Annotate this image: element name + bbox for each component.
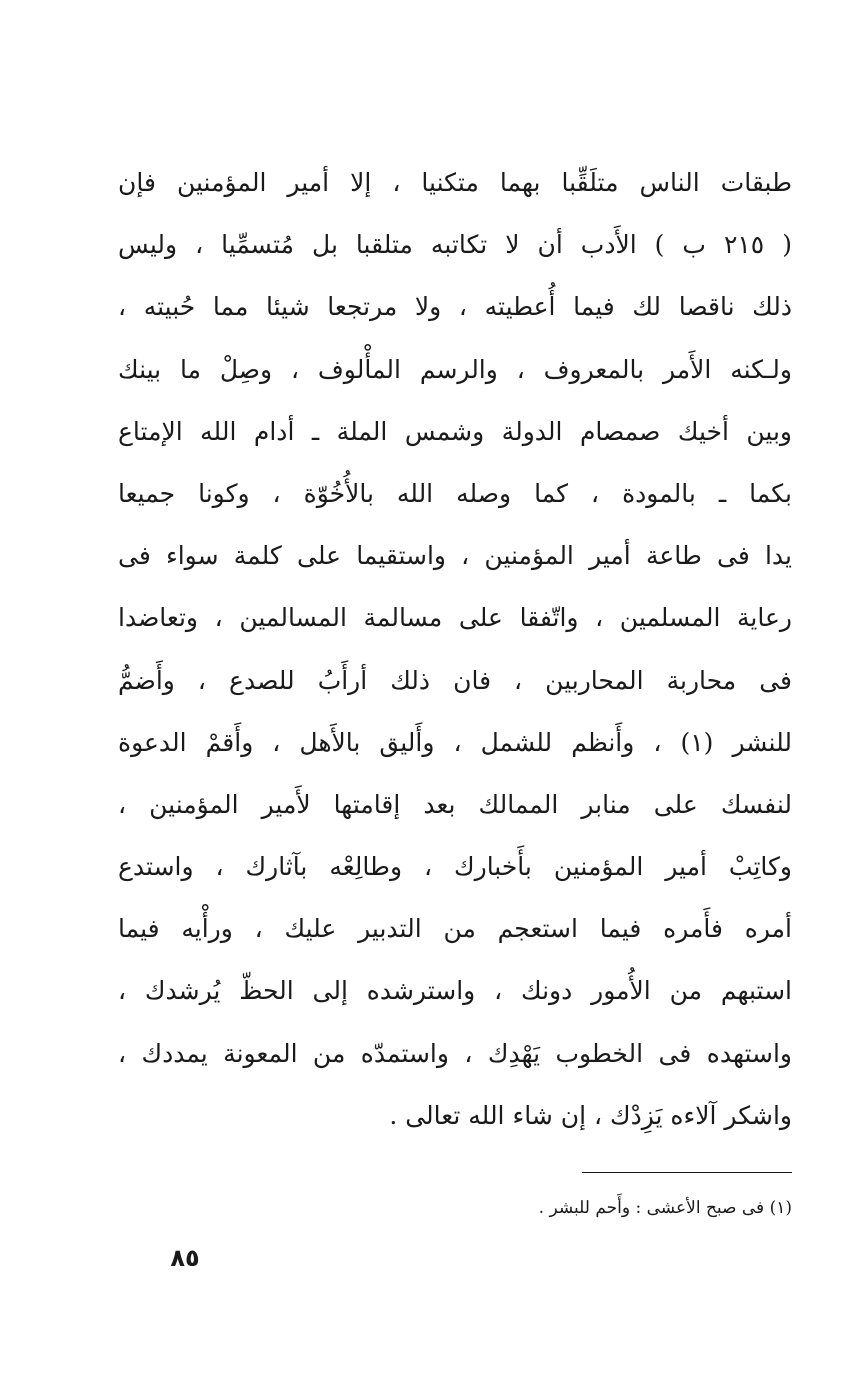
- text-line: يدا فى طاعة أمير المؤمنين ، واستقيما على كلمة سواء فى: [118, 541, 792, 571]
- footnote-divider: [582, 1172, 792, 1173]
- text-line: وبين أخيك صمصام الدولة وشمس الملة ـ أدام الله الإمتاع: [118, 416, 792, 446]
- main-text-block: [118, 152, 792, 1147]
- text-line: ولـكنه الأَمر بالمعروف ، والرسم المأْلوف ، وصِلْ ما بينك: [118, 354, 792, 384]
- text-line: للنشر (١) ، وأَنظم للشمل ، وأَليق بالأَهل ، وأَقمْ الدعوة: [118, 727, 792, 757]
- footnote: (١) فى صبح الأعشى : وأَحم للبشر .: [538, 1198, 792, 1218]
- text-line: استبهم من الأُمور دونك ، واسترشده إلى الحظّ يُرشدك ،: [118, 976, 792, 1006]
- text-line: طبقات الناس متلَقِّبا بهما متكنيا ، إلا أمير المؤمنين فإن: [118, 168, 792, 197]
- text-line: أمره فأَمره فيما استعجم من التدبير عليك ، ورأْيه فيما: [118, 914, 792, 944]
- text-line: رعاية المسلمين ، واتّفقا على مسالمة المسالمين ، وتعاضدا: [118, 603, 792, 633]
- page-number: ٨٥: [170, 1244, 200, 1272]
- text-line: واستهده فى الخطوب يَهْدِك ، واستمدّه من المعونة يمددك ،: [118, 1038, 792, 1068]
- text-line: بكما ـ بالمودة ، كما وصله الله بالأُخُوّة ، وكونا جميعا: [118, 478, 792, 508]
- text-line: فى محاربة المحاربين ، فان ذلك أرأَبُ للصدع ، وأَضمُّ: [118, 665, 792, 695]
- text-line: ذلك ناقصا لك فيما أُعطيته ، ولا مرتجعا شيئا مما حُبيته ،: [118, 292, 792, 322]
- text-line: وكاتِبْ أمير المؤمنين بأَخبارك ، وطالِعْه بآثارك ، واستدع: [118, 852, 792, 882]
- text-line: واشكر آلاءه يَزِدْك ، إن شاء الله تعالى .: [389, 1100, 792, 1130]
- text-line: لنفسك على منابر الممالك بعد إقامتها لأَمير المؤمنين ،: [118, 789, 792, 819]
- text-line: ( ٢١٥ ب ) الأَدب أن لا تكاتبه متلقبا بل مُتسمِّيا ، وليس: [118, 230, 792, 260]
